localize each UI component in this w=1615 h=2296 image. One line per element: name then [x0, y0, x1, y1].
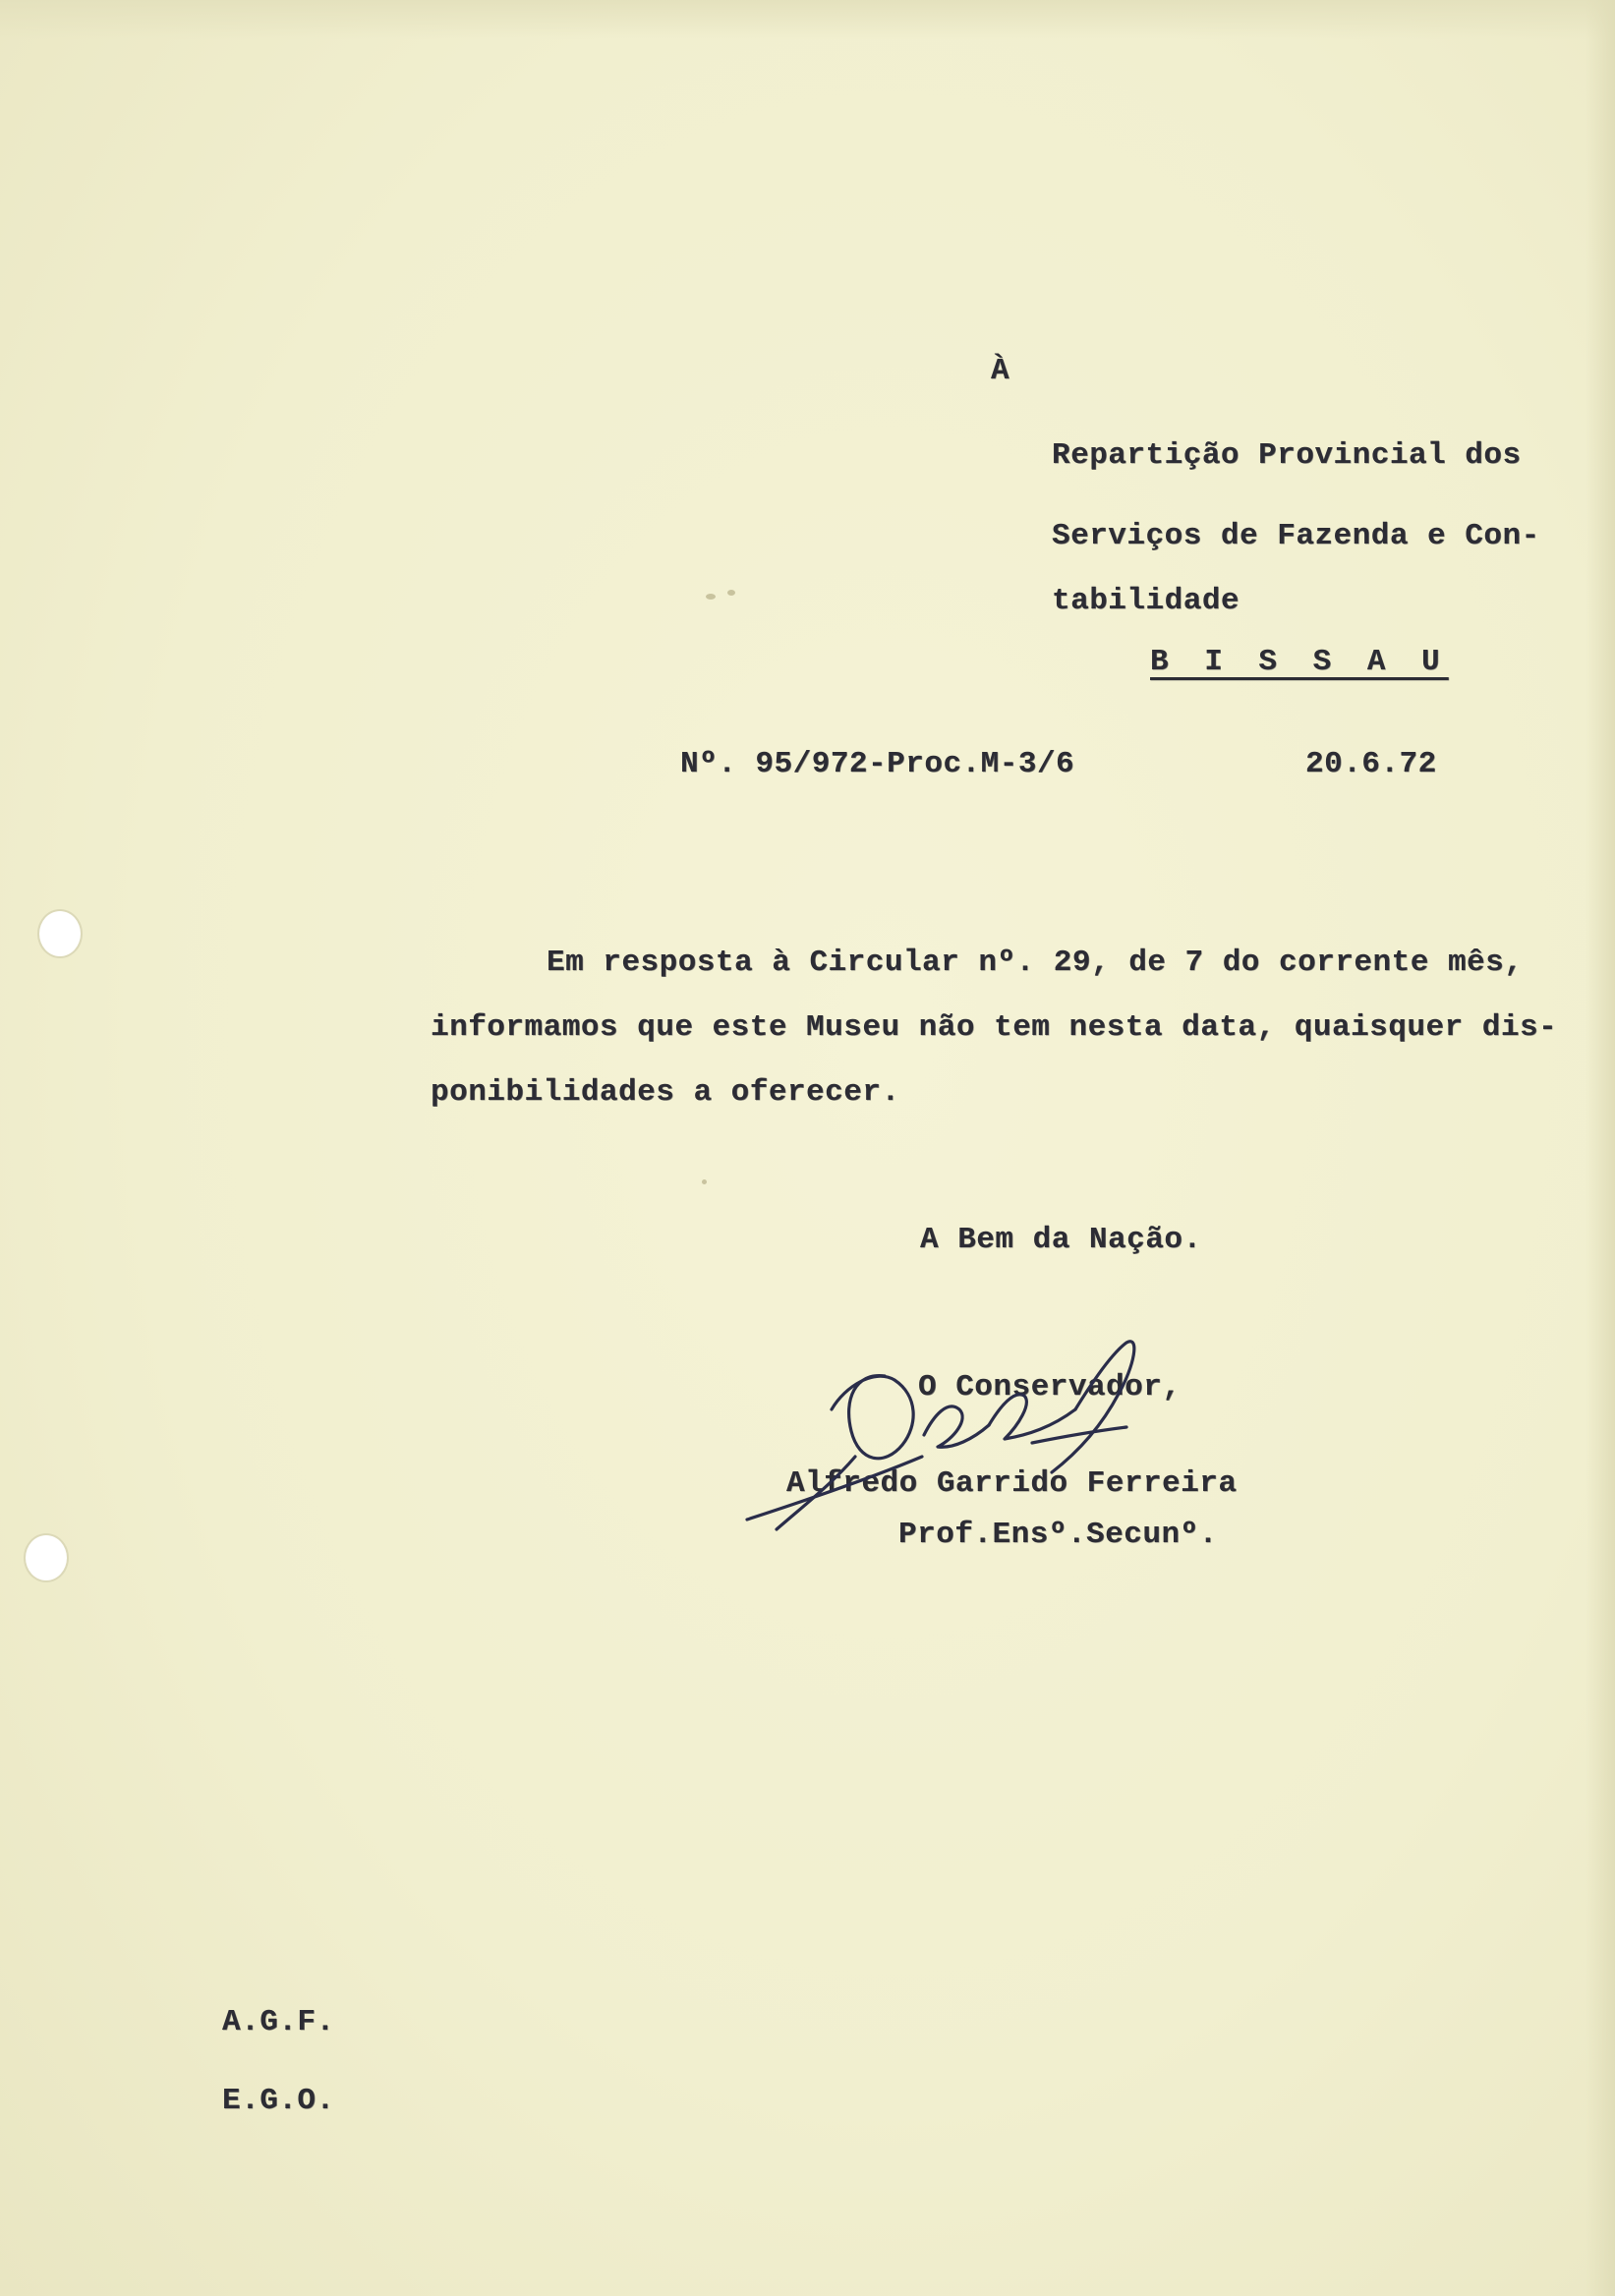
body-line-2: informamos que este Museu não tem nesta data, quaisquer dis- [431, 1010, 1558, 1045]
reference-date: 20.6.72 [1305, 747, 1437, 781]
signatory-title: Prof.Ensº.Secunº. [898, 1518, 1218, 1552]
signatory-role: O Conservador, [918, 1370, 1182, 1405]
initials-line-1: A.G.F. [222, 2005, 335, 2039]
signatory-name: Alfredo Garrido Ferreira [786, 1466, 1238, 1501]
addressee-line-2: Serviços de Fazenda e Con- [1052, 519, 1540, 553]
paper-right-edge [1586, 0, 1615, 2296]
addressee-line-3: tabilidade [1052, 584, 1240, 618]
punch-hole-icon [24, 1533, 69, 1582]
closing-salutation: A Bem da Nação. [920, 1223, 1202, 1257]
initials-line-2: E.G.O. [222, 2084, 335, 2118]
paper-spot [702, 1179, 707, 1184]
paper-top-edge [0, 0, 1615, 39]
punch-hole-icon [37, 909, 83, 958]
handwritten-signature [737, 1337, 1288, 1543]
addressee-line-1: Repartição Provincial dos [1052, 438, 1522, 473]
reference-number: Nº. 95/972-Proc.M-3/6 [680, 747, 1075, 781]
paper-spot [727, 590, 735, 596]
addressee-prefix: À [991, 354, 1010, 388]
paper-spot [706, 594, 716, 600]
body-line-3: ponibilidades a oferecer. [431, 1075, 900, 1110]
addressee-city: B I S S A U [1150, 645, 1449, 679]
body-line-1: Em resposta à Circular nº. 29, de 7 do corrente mês, [547, 946, 1524, 980]
